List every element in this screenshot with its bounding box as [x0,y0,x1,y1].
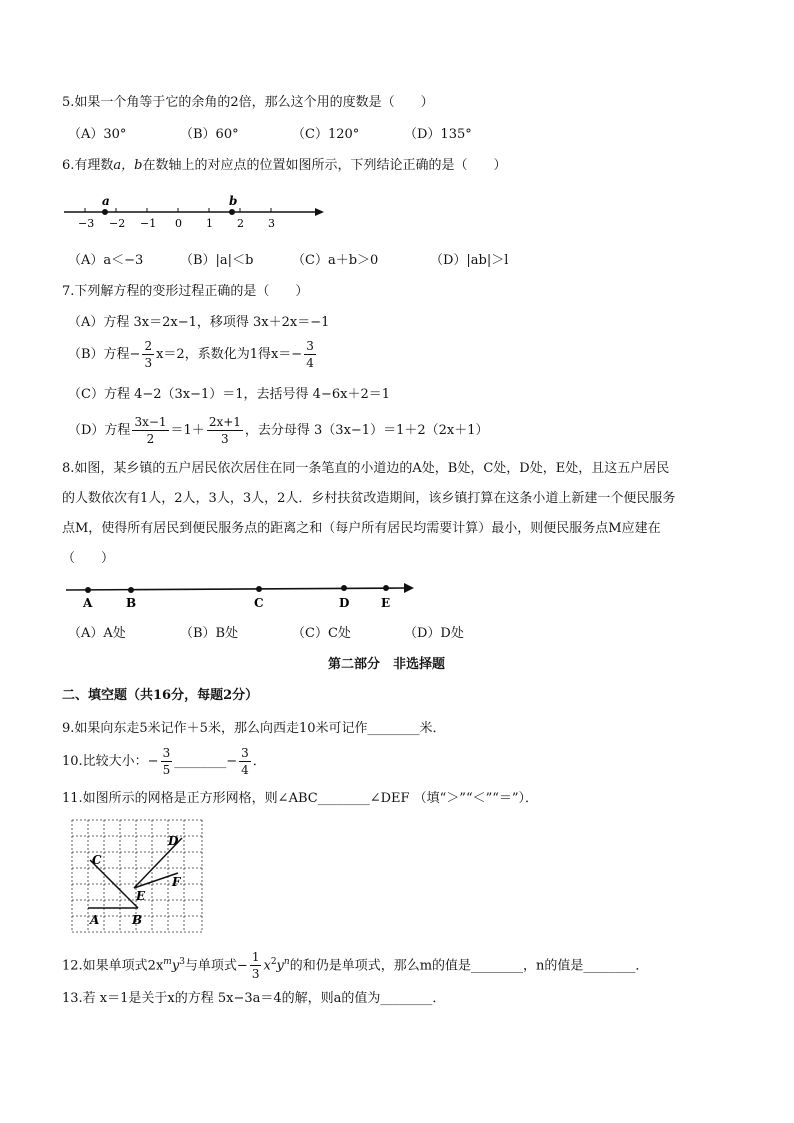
q7-option-d: （D）方程 $\frac{3x-1}{2}$ ＝1＋ $\frac{2x+1}{3}$ ，去分母得 3（3x−1）＝1＋2（2x＋1） [68,415,489,446]
point-a-label: a [102,194,110,208]
q8-option-b: （B）B处 [180,626,239,641]
tick-label: 0 [175,217,182,230]
axis-arrow-icon [315,208,324,216]
road-arrow-icon [404,583,414,593]
q7-option-a: （A）方程 3x＝2x−1，移项得 3x＋2x＝−1 [68,315,330,330]
point-a-dot [102,209,108,215]
q8-stem-line2: 的人数依次有1人，2人，3人，3人，2人．乡村扶贫改造期间，该乡镇打算在这条小道上新建一个便民服务 [62,491,676,506]
q8-stem-line3: 点M，使得所有居民到便民服务点的距离之和（每户所有居民均需要计算）最小，则便民服务点M应建在 [62,521,661,536]
grid-label-a: A [90,913,100,927]
q6-option-d: （D）|ab|＞l [430,253,509,268]
road-figure [62,578,422,612]
grid-figure [70,818,204,936]
grid-label-f: F [172,875,181,889]
q6-option-a: （A）a＜−3 [68,253,144,268]
grid-label-d: D [168,834,179,848]
grid-label-b: B [132,913,143,927]
q5-option-b: （B）60° [180,127,239,142]
point-a-dot [85,587,91,593]
point-a-label: A [83,596,93,610]
point-d-dot [341,585,347,591]
point-b-dot [229,209,235,215]
q6-stem: 6.有理数a，b在数轴上的对应点的位置如图所示，下列结论正确的是（ ） [62,158,507,173]
tick-label: −1 [140,217,157,230]
tick-label: −2 [109,217,126,230]
point-c-label: C [254,596,264,610]
q7-option-b: （B）方程− $\frac{2}{3}$ x＝2，系数化为1得x＝− $\frac{3}{4}$ [68,339,314,370]
road-line [66,588,407,590]
grid-label-e: E [136,889,146,903]
q7-option-c: （C）方程 4−2（3x−1）＝1，去括号得 4−6x＋2＝1 [68,387,390,402]
tick-label: −3 [78,217,95,230]
q7-stem: 7.下列解方程的变形过程正确的是（ ） [62,284,309,299]
tick-label: 2 [237,217,244,230]
point-e-label: E [381,596,391,610]
q8-stem-line1: 8.如图，某乡镇的五户居民依次居住在同一条笔直的小道边的A处，B处，C处，D处，E处，且这五户居民 [62,461,670,476]
q6-option-c: （C）a＋b＞0 [292,253,379,268]
point-e-dot [383,585,389,591]
section2-title: 二、填空题（共16分，每题2分） [62,688,259,703]
grid-label-c: C [92,853,102,867]
q11-text: 11.如图所示的网格是正方形网格，则∠ABC________∠DEF （填“＞”“＜”“＝”）． [62,791,539,806]
number-line-figure [62,192,332,234]
q8-option-a: （A）A处 [68,626,126,641]
q10-text: 10.比较大小：− $\frac{3}{5}$ ________− $\frac{3}{4}$ ． [62,746,266,777]
tick-label: 1 [206,217,213,230]
q8-option-c: （C）C处 [292,626,351,641]
point-b-label: B [126,596,137,610]
q9-text: 9.如果向东走5米记作＋5米，那么向西走10米可记作________米． [62,721,446,736]
q5-option-c: （C）120° [292,127,360,142]
q5-stem: 5.如果一个角等于它的余角的2倍，那么这个用的度数是（ ） [62,95,434,110]
q6-option-b: （B）|a|＜b [180,253,254,268]
q5-option-a: （A）30° [68,127,127,142]
part2-title: 第二部分 非选择题 [328,657,446,672]
q8-option-d: （D）D处 [404,626,464,641]
point-b-label: b [229,194,238,208]
q5-option-d: （D）135° [404,127,472,142]
q8-stem-line4: （ ） [62,551,115,566]
point-b-dot [128,587,134,593]
point-c-dot [256,586,262,592]
q13-text: 13.若 x＝1是关于x的方程 5x−3a＝4的解，则a的值为________． [62,991,446,1006]
tick-label: 3 [268,217,275,230]
point-d-label: D [339,596,350,610]
q12-text: 12.如果单项式$2x^my^3$与单项式− $\frac{1}{3}$ $x^2y^n$的和仍是单项式，那么m的值是________，n的值是________． [62,950,649,982]
